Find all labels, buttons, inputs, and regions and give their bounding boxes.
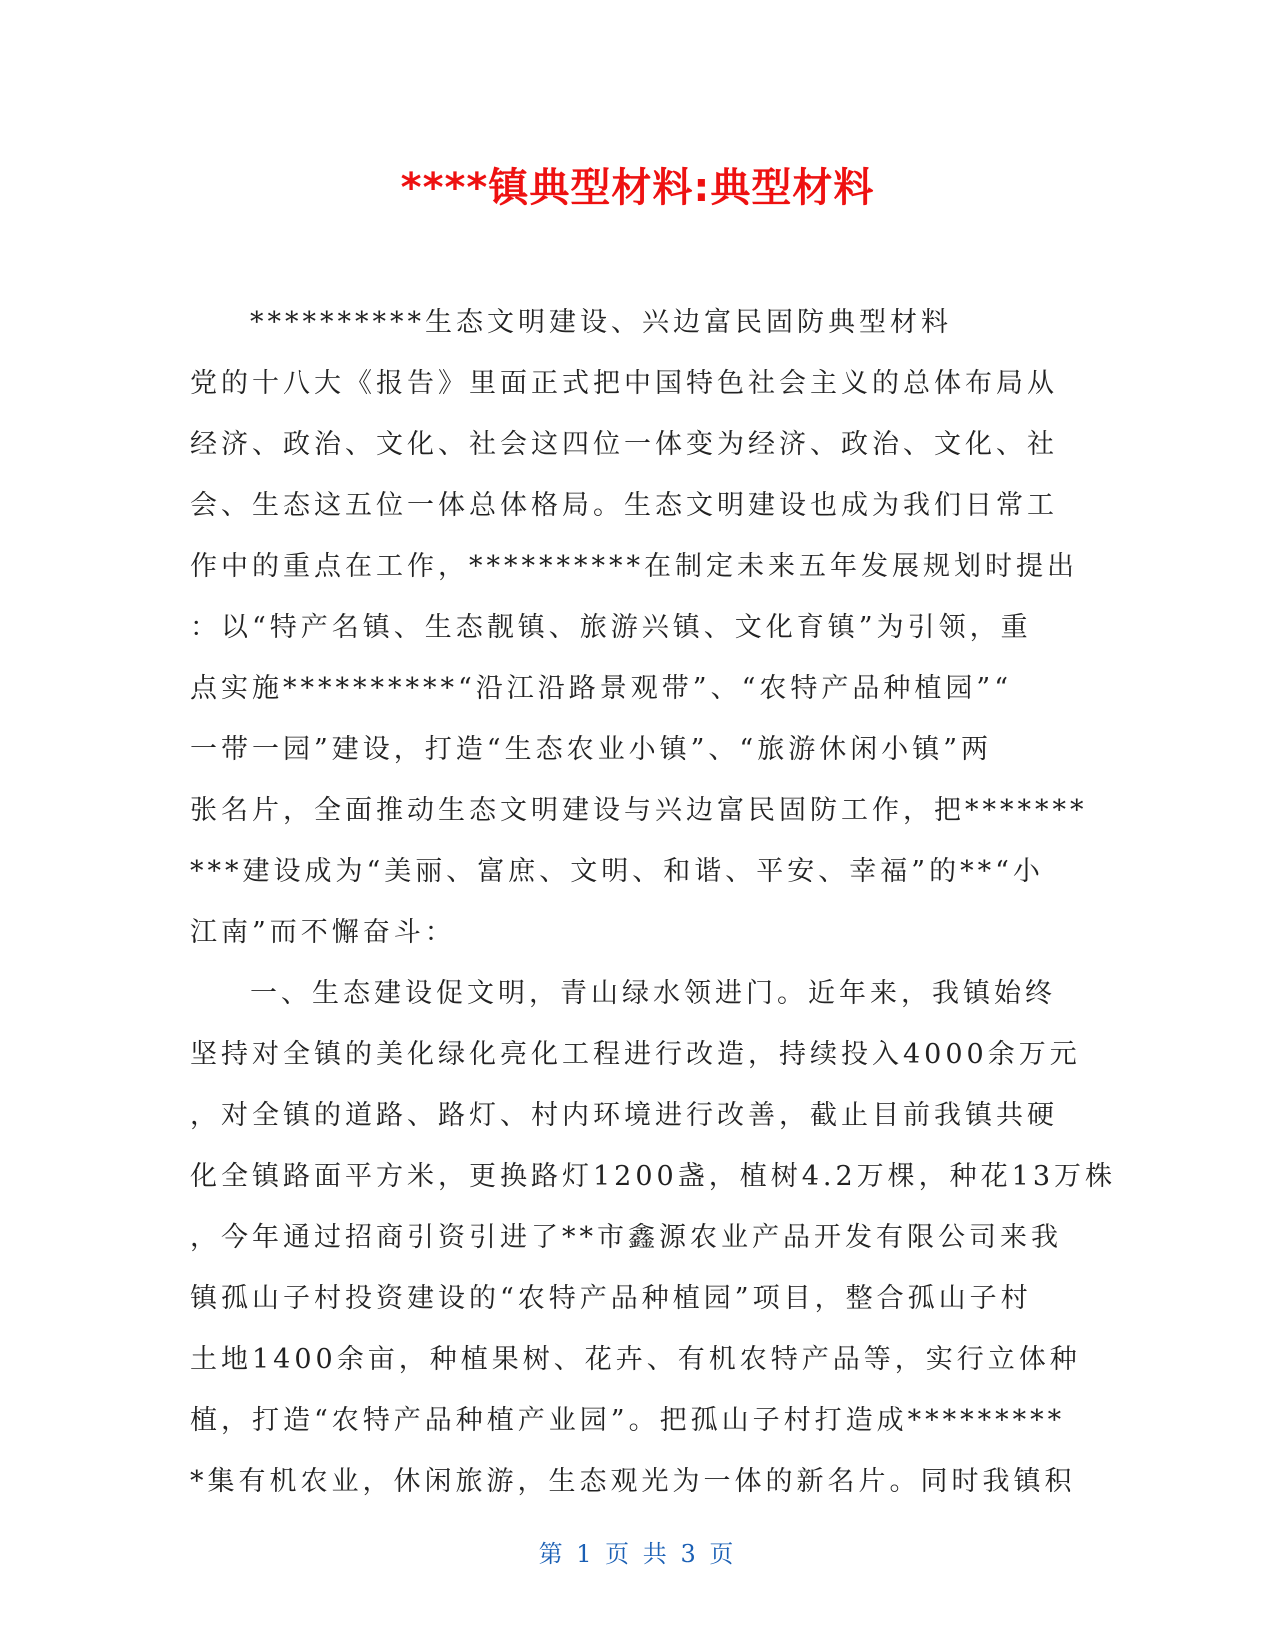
- paragraph-line: ，对全镇的道路、路灯、村内环境进行改善，截止目前我镇共硬: [190, 1100, 1058, 1131]
- paragraph-line: 作中的重点在工作，**********在制定未来五年发展规划时提出: [190, 551, 1078, 582]
- paragraph-line: 植，打造“农特产品种植产业园”。把孤山子村打造成*********: [190, 1405, 1066, 1436]
- paragraph-line: *集有机农业，休闲旅游，生态观光为一体的新名片。同时我镇积: [190, 1466, 1076, 1497]
- paragraph-line: 坚持对全镇的美化绿化亮化工程进行改造，持续投入4000余万元: [190, 1039, 1081, 1070]
- paragraph-line: ，今年通过招商引资引进了**市鑫源农业产品开发有限公司来我: [190, 1222, 1062, 1253]
- section-heading-line: 一、生态建设促文明，青山绿水领进门。近年来，我镇始终: [250, 978, 1056, 1009]
- paragraph-line: 党的十八大《报告》里面正式把中国特色社会主义的总体布局从: [190, 368, 1058, 399]
- document-title: ****镇典型材料:典型材料: [400, 165, 875, 211]
- page-number-footer: 第 1 页 共 3 页: [538, 1540, 737, 1568]
- document-body: [190, 292, 1117, 1512]
- paragraph-line: ***建设成为“美丽、富庶、文明、和谐、平安、幸福”的**“小: [190, 856, 1044, 887]
- paragraph-line: ：以“特产名镇、生态靓镇、旅游兴镇、文化育镇”为引领，重: [190, 612, 1032, 643]
- subtitle-line: **********生态文明建设、兴边富民固防典型材料: [250, 307, 952, 338]
- paragraph-line: 会、生态这五位一体总体格局。生态文明建设也成为我们日常工: [190, 490, 1058, 521]
- paragraph-line: 经济、政治、文化、社会这四位一体变为经济、政治、文化、社: [190, 429, 1058, 460]
- paragraph-line: 化全镇路面平方米，更换路灯1200盏，植树4.2万棵，种花13万株: [190, 1161, 1117, 1192]
- paragraph-line: 土地1400余亩，种植果树、花卉、有机农特产品等，实行立体种: [190, 1344, 1081, 1375]
- paragraph-line: 张名片，全面推动生态文明建设与兴边富民固防工作，把*******: [190, 795, 1088, 826]
- paragraph-line: 江南”而不懈奋斗：: [190, 917, 456, 948]
- paragraph-line: 点实施**********“沿江沿路景观带”、“农特产品种植园”“: [190, 673, 1013, 704]
- paragraph-line: 镇孤山子村投资建设的“农特产品种植园”项目，整合孤山子村: [190, 1283, 1032, 1314]
- paragraph-line: 一带一园”建设，打造“生态农业小镇”、“旅游休闲小镇”两: [190, 734, 993, 765]
